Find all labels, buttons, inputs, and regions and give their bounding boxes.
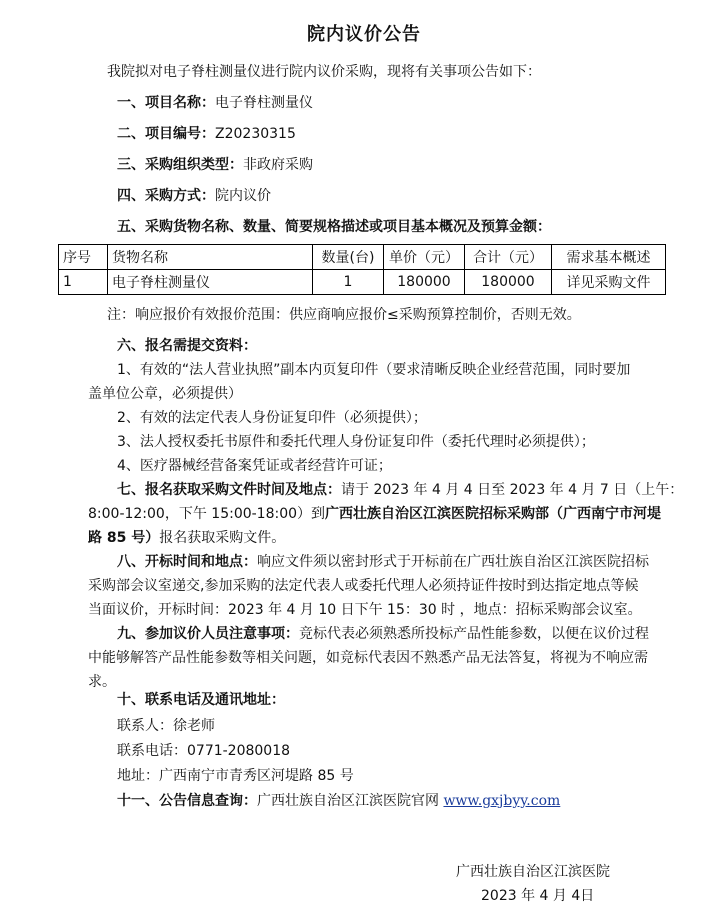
documents-heading: 六、报名需提交资料： bbox=[117, 338, 257, 354]
goods-section-heading: 五、采购货物名称、数量、简要规格描述或项目基本概况及预算金额： bbox=[117, 219, 551, 235]
website-link[interactable]: www.gxjbyy.com bbox=[443, 793, 561, 809]
procurement-method-value: 院内议价 bbox=[215, 188, 271, 204]
table-header-cell: 需求基本概述 bbox=[552, 245, 666, 270]
table-header-cell: 数量(台) bbox=[313, 245, 384, 270]
documents-item: 3、法人授权委托书原件和委托代理人身份证复印件（委托代理时必须提供）； bbox=[117, 434, 595, 450]
registration-line-2 bbox=[88, 504, 661, 524]
table-header-cell: 单价（元） bbox=[384, 245, 465, 270]
table-cell: 180000 bbox=[384, 270, 465, 295]
table-header-cell: 货物名称 bbox=[108, 245, 313, 270]
procurement-type-label: 三、采购组织类型： bbox=[117, 157, 243, 173]
table-cell: 1 bbox=[313, 270, 384, 295]
table-header-cell: 合计（元） bbox=[465, 245, 552, 270]
registration-time: 8:00-12:00，下午 15:00-18:00）到 bbox=[88, 506, 326, 522]
table-header-cell: 序号 bbox=[59, 245, 108, 270]
signature-date: 2023 年 4 月 4日 bbox=[481, 888, 595, 904]
project-name-row bbox=[117, 93, 313, 113]
signature-org: 广西壮族自治区江滨医院 bbox=[456, 864, 610, 880]
procurement-type-value: 非政府采购 bbox=[243, 157, 313, 173]
table-cell: 180000 bbox=[465, 270, 552, 295]
procurement-type-row bbox=[117, 155, 313, 175]
project-number-label: 二、项目编号： bbox=[117, 126, 215, 142]
info-query-text: 广西壮族自治区江滨医院官网 bbox=[257, 793, 439, 809]
project-name-label: 一、项目名称： bbox=[117, 95, 215, 111]
table-cell: 电子脊柱测量仪 bbox=[108, 270, 313, 295]
attendee-text: 竞标代表必须熟悉所投标产品性能参数，以便在议价过程 bbox=[299, 626, 649, 642]
contact-person: 联系人：徐老师 bbox=[117, 718, 215, 734]
opening-line-2: 采购部会议室递交,参加采购的法定代表人或委托代理人必须持证件按时到达指定地点等候 bbox=[88, 578, 639, 594]
opening-label: 八、开标时间和地点： bbox=[117, 554, 257, 570]
attendee-label: 九、参加议价人员注意事项： bbox=[117, 626, 299, 642]
project-number-row bbox=[117, 124, 296, 144]
registration-label: 七、报名获取采购文件时间及地点： bbox=[117, 482, 341, 498]
table-cell: 1 bbox=[59, 270, 108, 295]
contact-heading: 十、联系电话及通讯地址： bbox=[117, 692, 285, 708]
opening-text: 响应文件须以密封形式于开标前在广西壮族自治区江滨医院招标 bbox=[257, 554, 649, 570]
info-query-label: 十一、公告信息查询： bbox=[117, 793, 257, 809]
attendee-line-2: 中能够解答产品性能参数等相关问题，如竞标代表因不熟悉产品无法答复，将视为不响应需 bbox=[88, 650, 648, 666]
table-header-row bbox=[59, 245, 666, 270]
registration-place: 广西壮族自治区江滨医院招标采购部（广西南宁市河堤 bbox=[325, 506, 662, 522]
contact-phone: 联系电话：0771-2080018 bbox=[117, 743, 291, 759]
registration-address: 路 85 号） bbox=[88, 530, 160, 546]
documents-item: 4、医疗器械经营备案凭证或者经营许可证； bbox=[117, 458, 392, 474]
table-cell: 详见采购文件 bbox=[552, 270, 666, 295]
attendee-line-3: 求。 bbox=[88, 674, 116, 690]
info-query-row bbox=[117, 791, 560, 811]
attendee-line-1 bbox=[117, 624, 649, 644]
documents-item: 2、有效的法定代表人身份证复印件（必须提供）； bbox=[117, 410, 427, 426]
goods-table bbox=[58, 244, 666, 295]
documents-item-cont: 盖单位公章，必须提供） bbox=[88, 386, 242, 402]
registration-line-1 bbox=[117, 480, 683, 500]
registration-text: 请于 2023 年 4 月 4 日至 2023 年 4 月 7 日（上午： bbox=[341, 482, 684, 498]
opening-line-3: 当面议价，开标时间：2023 年 4 月 10 日下午 15：30 时 ，地点：招标采购部会议室。 bbox=[88, 602, 642, 618]
opening-line-1 bbox=[117, 552, 649, 572]
price-note: 注：响应报价有效报价范围：供应商响应报价≤采购预算控制价，否则无效。 bbox=[107, 307, 581, 323]
project-name-value: 电子脊柱测量仪 bbox=[215, 95, 313, 111]
procurement-method-row bbox=[117, 186, 271, 206]
documents-item: 1、有效的“法人营业执照”副本内页复印件（要求清晰反映企业经营范围，同时要加 bbox=[117, 362, 631, 378]
project-number-value: Z20230315 bbox=[215, 126, 296, 142]
registration-line-3 bbox=[88, 528, 285, 548]
procurement-method-label: 四、采购方式： bbox=[117, 188, 215, 204]
contact-address: 地址：广西南宁市青秀区河堤路 85 号 bbox=[117, 768, 354, 784]
registration-end: 报名获取采购文件。 bbox=[159, 530, 286, 546]
page-title: 院内议价公告 bbox=[307, 24, 421, 45]
table-row bbox=[59, 270, 666, 295]
intro-text: 我院拟对电子脊柱测量仪进行院内议价采购，现将有关事项公告如下： bbox=[107, 64, 541, 80]
